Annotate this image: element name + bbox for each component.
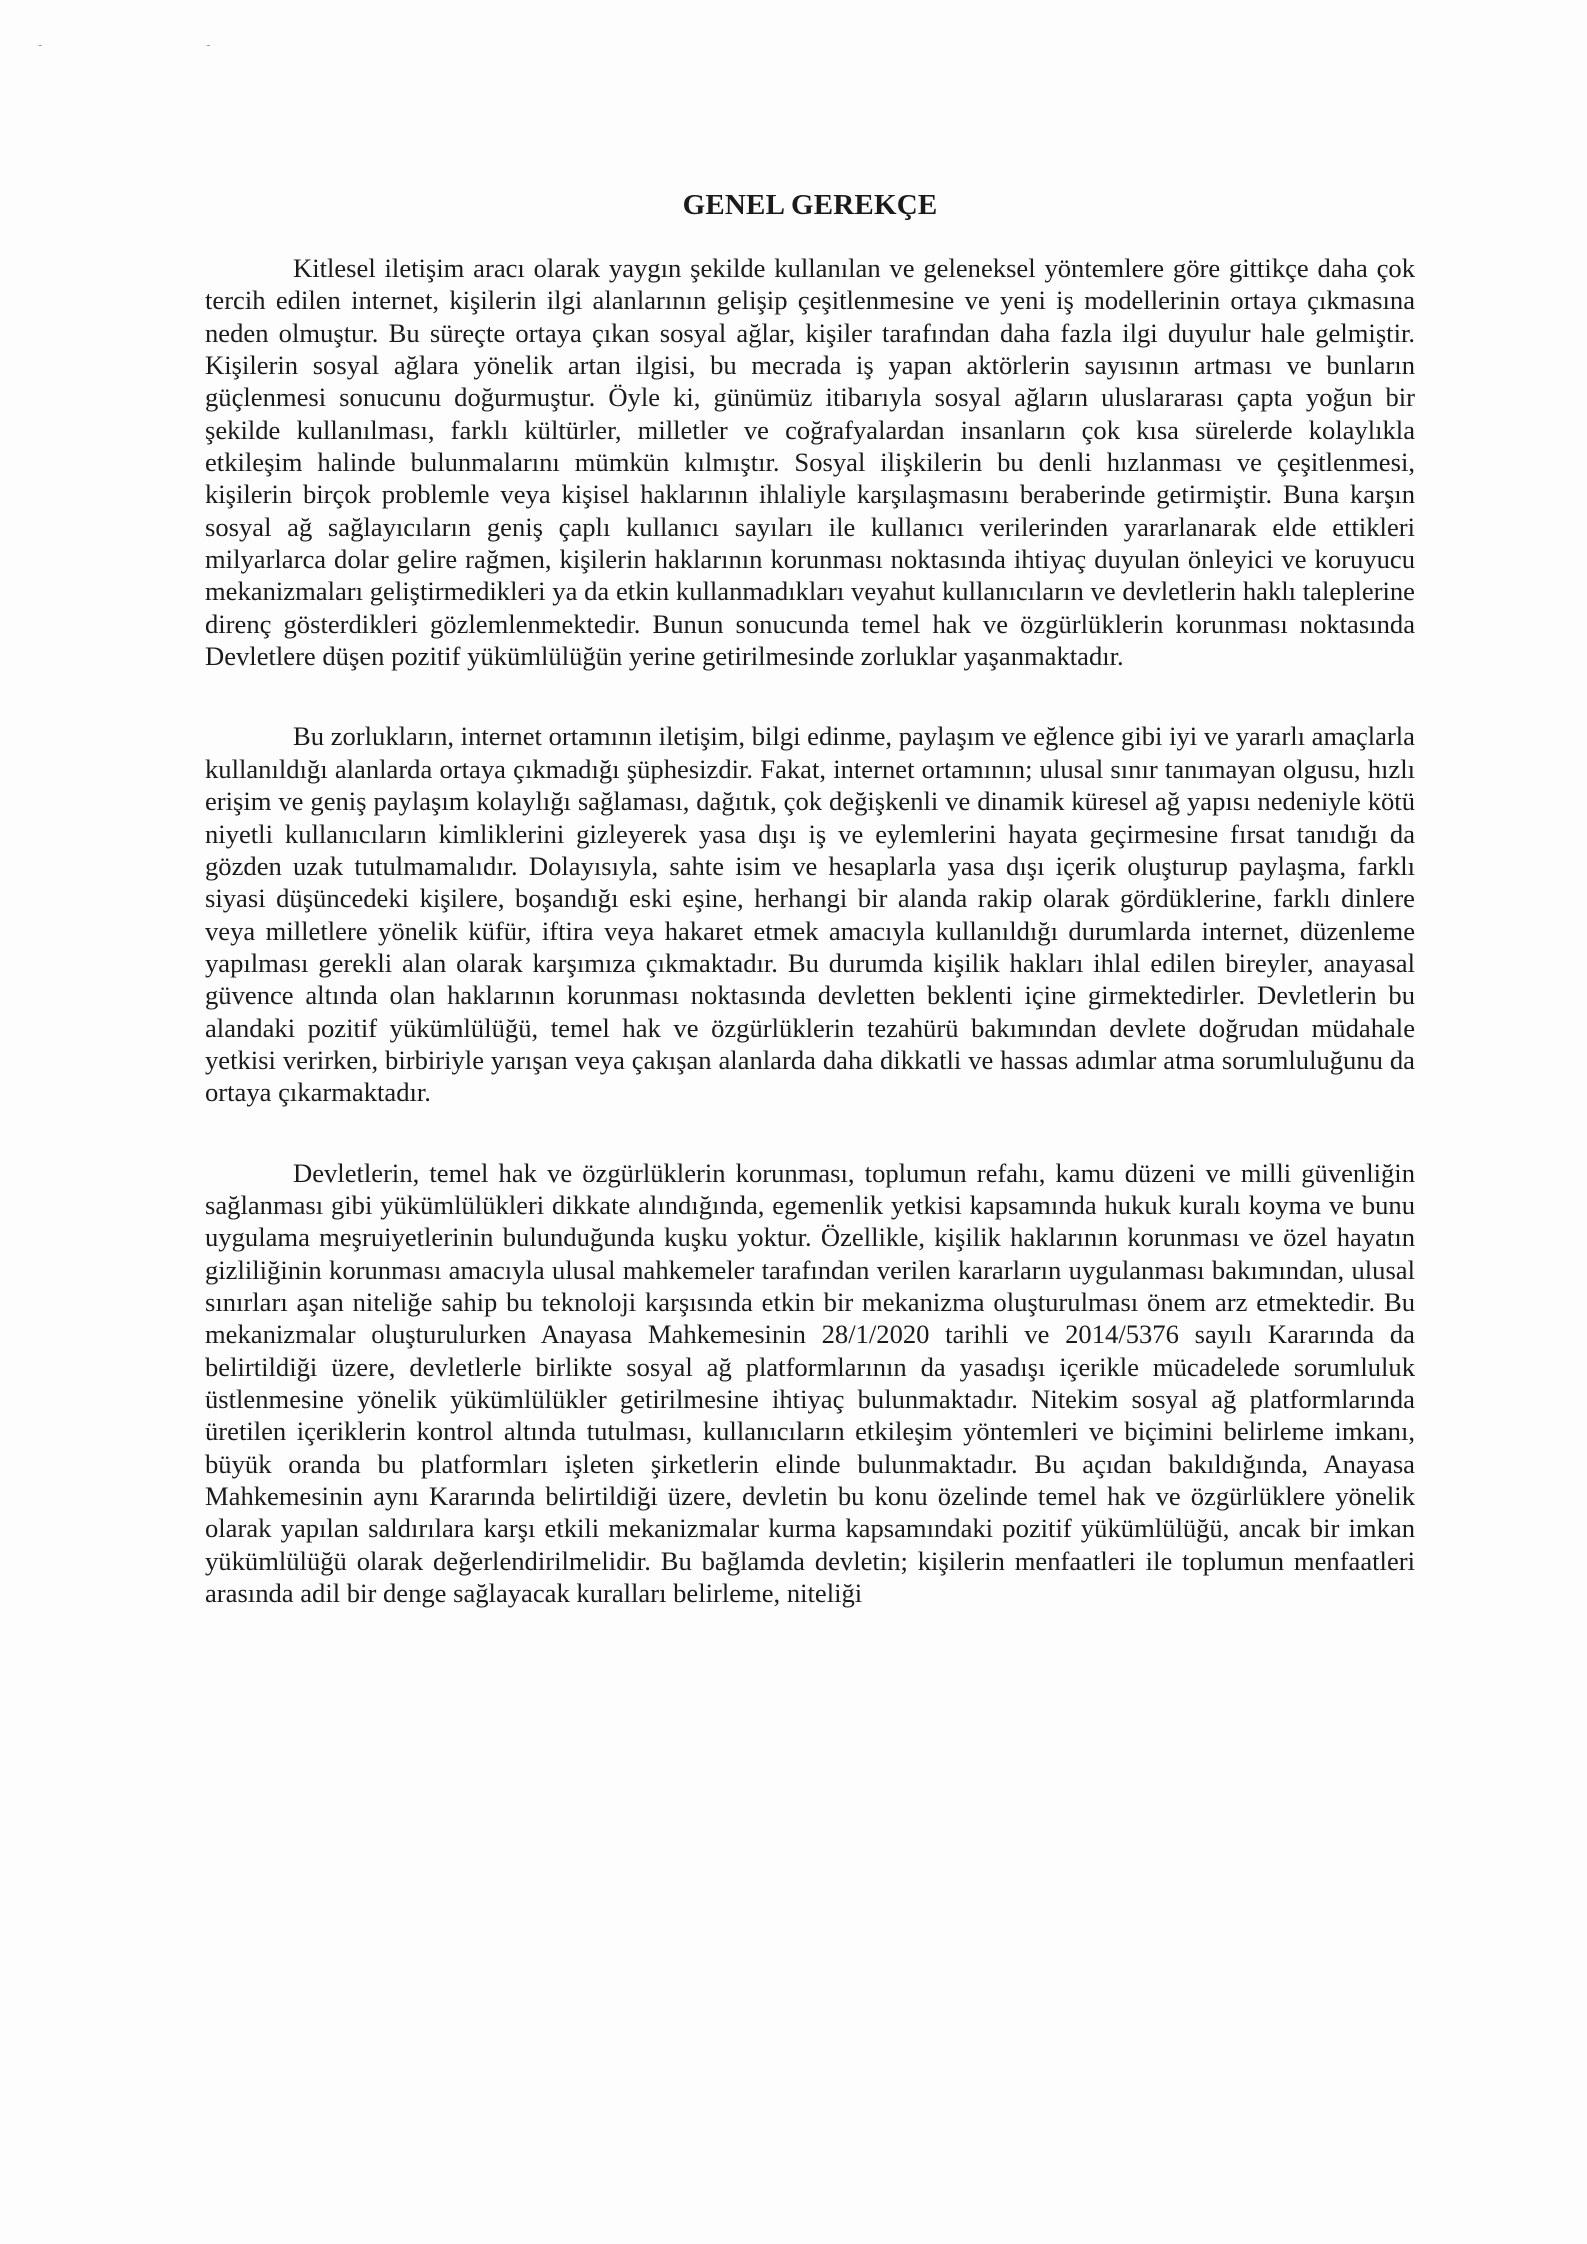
document-body bbox=[205, 188, 1415, 1609]
scan-artifact-marks: - - bbox=[38, 38, 291, 52]
paragraph-2: Bu zorlukların, internet ortamının iletişim, bilgi edinme, paylaşım ve eğlence gibi iyi ve yararlı amaçlarla kullanıldığı alanlarda ortaya çıkmadığı şüphesizdir. Fakat, internet ortamının; ulusal sınır tanımayan olgusu, hızlı erişim ve geniş paylaşım kolaylığı sağlaması, dağıtık, çok değişkenli ve dinamik küresel ağ yapısı nedeniyle kötü niyetli kullanıcıların kimliklerini gizleyerek yasa dışı iş ve eylemlerini hayata geçirmesine fırsat tanıdığı da gözden uzak tutulmamalıdır. Dolayısıyla, sahte isim ve hesaplarla yasa dışı içerik oluşturup paylaşma, farklı siyasi düşüncedeki kişilere, boşandığı eski eşine, herhangi bir alanda rakip olarak gördüklerine, farklı dinlere veya milletlere yönelik küfür, iftira veya hakaret etmek amacıyla kullanıldığı durumlarda internet, düzenleme yapılması gerekli alan olarak karşımıza çıkmaktadır. Bu durumda kişilik hakları ihlal edilen bireyler, anayasal güvence altında olan haklarının korunması noktasında devletten beklenti içine girmektedirler. Devletlerin bu alandaki pozitif yükümlülüğü, temel hak ve özgürlüklerin tezahürü bakımından devlete doğrudan müdahale yetkisi verirken, birbiriyle yarışan veya çakışan alanlarda daha dikkatli ve hassas adımlar atma sorumluluğunu da ortaya çıkarmaktadır. bbox=[205, 721, 1415, 1108]
paragraph-3: Devletlerin, temel hak ve özgürlüklerin korunması, toplumun refahı, kamu düzeni ve milli güvenliğin sağlanması gibi yükümlülükleri dikkate alındığında, egemenlik yetkisi kapsamında hukuk kuralı koyma ve bunu uygulama meşruiyetlerinin bulunduğunda kuşku yoktur. Özellikle, kişilik haklarının korunması ve özel hayatın gizliliğinin korunması amacıyla ulusal mahkemeler tarafından verilen kararların uygulanması bakımından, ulusal sınırları aşan niteliğe sahip bu teknoloji karşısında etkin bir mekanizma oluşturulması önem arz etmektedir. Bu mekanizmalar oluşturulurken Anayasa Mahkemesinin 28/1/2020 tarihli ve 2014/5376 sayılı Kararında da belirtildiği üzere, devletlerle birlikte sosyal ağ platformlarının da yasadışı içerikle mücadelede sorumluluk üstlenmesine yönelik yükümlülükler getirilmesine ihtiyaç bulunmaktadır. Nitekim sosyal ağ platformlarında üretilen içeriklerin kontrol altında tutulması, kullanıcıların etkileşim yöntemleri ve biçimini belirleme imkanı, büyük oranda bu platformları işleten şirketlerin elinde bulunmaktadır. Bu açıdan bakıldığında, Anayasa Mahkemesinin aynı Kararında belirtildiği üzere, devletin bu konu özelinde temel hak ve özgürlüklere yönelik olarak yapılan saldırılara karşı etkili mekanizmalar kurma kapsamındaki pozitif yükümlülüğü, ancak bir imkan yükümlülüğü olarak değerlendirilmelidir. Bu bağlamda devletin; kişilerin menfaatleri ile toplumun menfaatleri arasında adil bir denge sağlayacak kuralları belirleme, niteliği bbox=[205, 1157, 1415, 1609]
document-title: GENEL GEREKÇE bbox=[682, 189, 938, 221]
paragraph-1: Kitlesel iletişim aracı olarak yaygın şekilde kullanılan ve geleneksel yöntemlere göre gittikçe daha çok tercih edilen internet, kişilerin ilgi alanlarının gelişip çeşitlenmesine ve yeni iş modellerinin ortaya çıkmasına neden olmuştur. Bu süreçte ortaya çıkan sosyal ağlar, kişiler tarafından daha fazla ilgi duyulur hale gelmiştir. Kişilerin sosyal ağlara yönelik artan ilgisi, bu mecrada iş yapan aktörlerin sayısının artması ve bunların güçlenmesi sonucunu doğurmuştur. Öyle ki, günümüz itibarıyla sosyal ağların uluslararası çapta yoğun bir şekilde kullanılması, farklı kültürler, milletler ve coğrafyalardan insanların çok kısa sürelerde kolaylıkla etkileşim halinde bulunmalarını mümkün kılmıştır. Sosyal ilişkilerin bu denli hızlanması ve çeşitlenmesi, kişilerin birçok problemle veya kişisel haklarının ihlaliyle karşılaşmasını beraberinde getirmiştir. Buna karşın sosyal ağ sağlayıcıların geniş çaplı kullanıcı sayıları ile kullanıcı verilerinden yararlanarak elde ettikleri milyarlarca dolar gelire rağmen, kişilerin haklarının korunması noktasında ihtiyaç duyulan önleyici ve koruyucu mekanizmaları geliştirmedikleri ya da etkin kullanmadıkları veyahut kullanıcıların ve devletlerin haklı taleplerine direnç gösterdikleri gözlemlenmektedir. Bunun sonucunda temel hak ve özgürlüklerin korunması noktasında Devletlere düşen pozitif yükümlülüğün yerine getirilmesinde zorluklar yaşanmaktadır. bbox=[205, 253, 1415, 672]
